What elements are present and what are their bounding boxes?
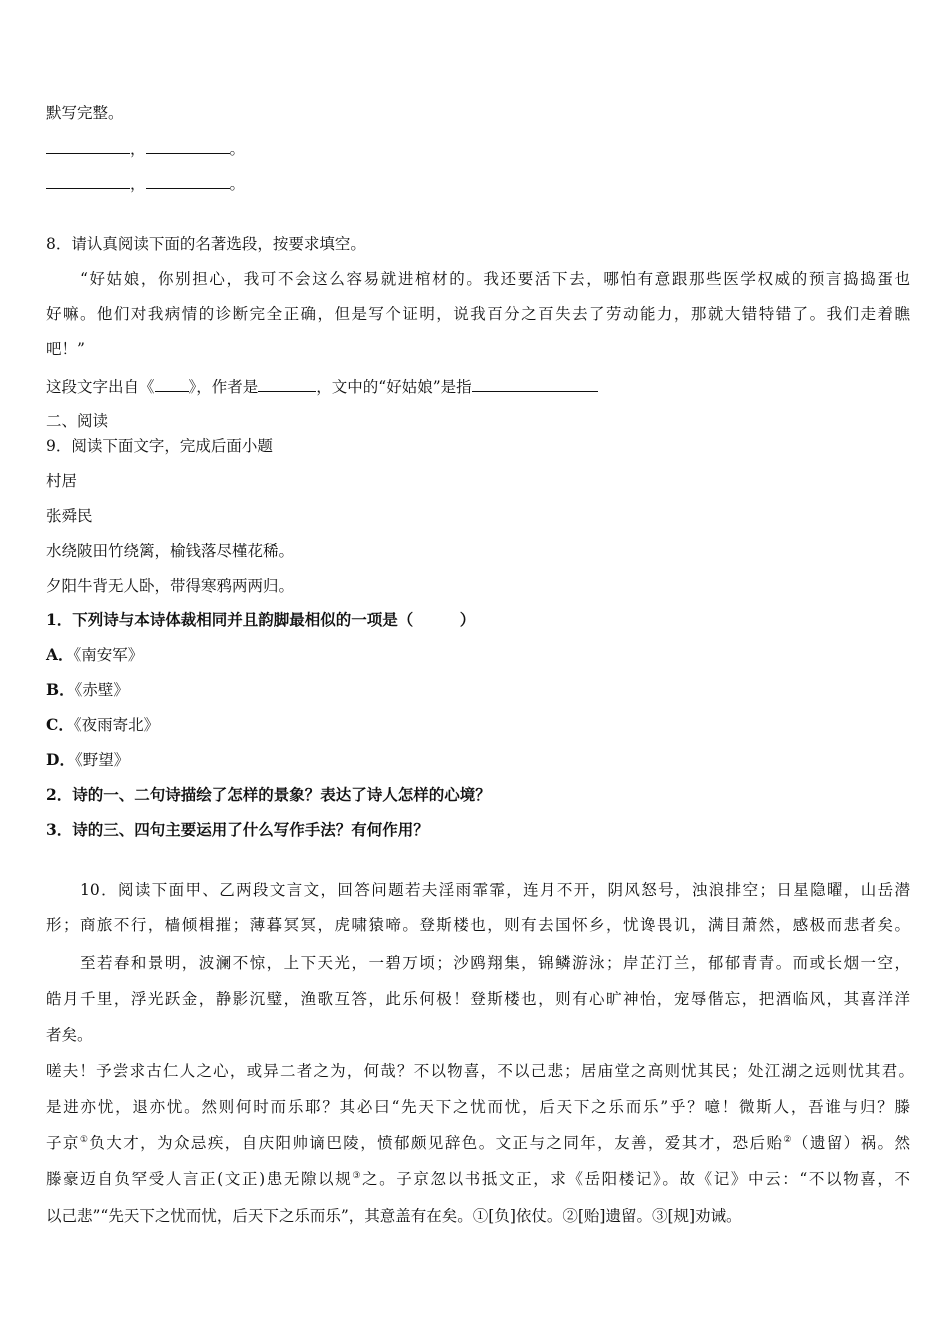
footnote-mark: ②: [783, 1134, 793, 1145]
blank-field[interactable]: [46, 173, 130, 189]
option-a[interactable]: [46, 644, 910, 666]
q10-line-3: 至若春和景明，波澜不惊，上下天光，一碧万顷；沙鸥翔集，锦鳞游泳；岸芷汀兰，郁郁青青。而或长烟一空，: [80, 954, 910, 972]
option-b[interactable]: [46, 679, 910, 701]
poem-line-1: 水绕陂田竹绕篱，榆钱落尽槿花稀。: [46, 542, 295, 560]
q10-line-2: 形；商旅不行，樯倾楫摧；薄暮冥冥，虎啸猿啼。登斯楼也，则有去国怀乡，忧谗畏讥，满目萧然，感极而悲者矣。: [46, 916, 910, 934]
poem-title: 村居: [46, 472, 78, 490]
fill-text: 》，作者是: [188, 378, 259, 396]
q10-line-4: 皓月千里，浮光跃金，静影沉璧，渔歌互答，此乐何极！登斯楼也，则有心旷神怡，宠辱偕忘，把酒临风，其喜洋洋: [46, 990, 910, 1008]
q9-sub1: [46, 609, 910, 631]
q10-line-7: 是进亦忧，退亦忧。然则何时而乐耶？其必曰“先天下之忧而忧，后天下之乐而乐”乎？噫！微斯人，吾谁与归？滕: [46, 1098, 910, 1116]
q8-prompt: 8．请认真阅读下面的名著选段，按要求填空。: [46, 235, 366, 253]
option-letter: A．: [46, 645, 74, 664]
option-d[interactable]: [46, 749, 910, 771]
footnote-mark: ①: [79, 1134, 90, 1145]
section2-heading: 二、阅读: [46, 412, 109, 430]
option-letter: B．: [46, 680, 75, 699]
q8-passage-line-1: “好姑娘，你别担心，我可不会这么容易就进棺材的。我还要活下去，哪怕有意跟那些医学权威的预言捣捣蛋也: [80, 270, 910, 288]
comma: ，: [130, 140, 146, 158]
q10-line-5: 者矣。: [46, 1026, 93, 1044]
fill-text: 这段文字出自《: [46, 378, 155, 396]
period: 。: [229, 175, 246, 193]
sub3-text: 3．诗的三、四句主要运用了什么写作手法？有何作用？: [46, 820, 429, 839]
option-text: 《南安军》: [73, 646, 144, 664]
text-run: 之。子京忽以书抵文正，求《岳阳楼记》。故《记》中云：“不以物喜，不: [362, 1170, 910, 1188]
q8-passage-line-2: 好嘛。他们对我病情的诊断完全正确，但是写个证明，说我百分之百失去了劳动能力，那就大错特错了。我们走着瞧: [46, 305, 910, 323]
sub2-text: 2．诗的一、二句诗描绘了怎样的景象？表达了诗人怎样的心境？: [46, 785, 491, 804]
option-letter: D．: [46, 750, 75, 769]
section7-instruction: 默写完整。: [46, 104, 124, 122]
option-text: 《夜雨寄北》: [73, 716, 160, 734]
period: 。: [229, 140, 246, 158]
text-run: 子京: [46, 1134, 80, 1152]
fill-text: ，文中的“好姑娘”是指: [316, 378, 472, 396]
character-blank[interactable]: [472, 376, 598, 392]
fill-line-1: [46, 138, 910, 160]
q8-passage-line-3: 吧！”: [46, 340, 85, 358]
option-c[interactable]: [46, 714, 910, 736]
q10-line-6: 嗟夫！予尝求古仁人之心，或异二者之为，何哉？不以物喜，不以己悲；居庙堂之高则忧其民；处江湖之远则忧其君。: [46, 1062, 914, 1080]
q10-line-1: 10．阅读下面甲、乙两段文言文，回答问题若夫淫雨霏霏，连月不开，阴风怒号，浊浪排空；日星隐曜，山岳潜: [80, 881, 910, 899]
book-title-blank[interactable]: [155, 376, 189, 392]
footnote-mark: ③: [352, 1170, 363, 1181]
option-text: 《赤壁》: [74, 681, 129, 699]
q10-line-10: 以己悲”“先天下之忧而忧，后天下之乐而乐”，其意盖有在矣。①[负]依仗。②[贻]遗留。③[规]劝诫。: [46, 1207, 742, 1225]
comma: ，: [130, 175, 146, 193]
blank-field[interactable]: [46, 138, 130, 154]
text-run: 滕豪迈自负罕受人言正(文正)患无隙以规: [46, 1170, 353, 1188]
sub1-text: 1．下列诗与本诗体裁相同并且韵脚最相似的一项是（ ）: [46, 610, 476, 629]
poem-author: 张舜民: [46, 507, 93, 525]
author-blank[interactable]: [258, 376, 316, 392]
q9-sub3: [46, 819, 910, 841]
option-text: 《野望》: [74, 751, 130, 769]
q8-fill-line: [46, 376, 910, 398]
fill-line-2: [46, 173, 910, 195]
text-run: （遗留）祸。然: [792, 1134, 910, 1152]
blank-field[interactable]: [146, 138, 230, 154]
blank-field[interactable]: [146, 173, 230, 189]
poem-line-2: 夕阳牛背无人卧，带得寒鸦两两归。: [46, 577, 295, 595]
q9-sub2: [46, 784, 910, 806]
option-letter: C．: [46, 715, 74, 734]
q10-line-8: [46, 1132, 910, 1154]
q10-line-9: [46, 1168, 910, 1190]
text-run: 负大才，为众忌疾，自庆阳帅谪巴陵，愤郁颇见辞色。文正与之同年，友善，爱其才，恐后贻: [89, 1134, 784, 1152]
q9-prompt: 9．阅读下面文字，完成后面小题: [46, 437, 273, 455]
